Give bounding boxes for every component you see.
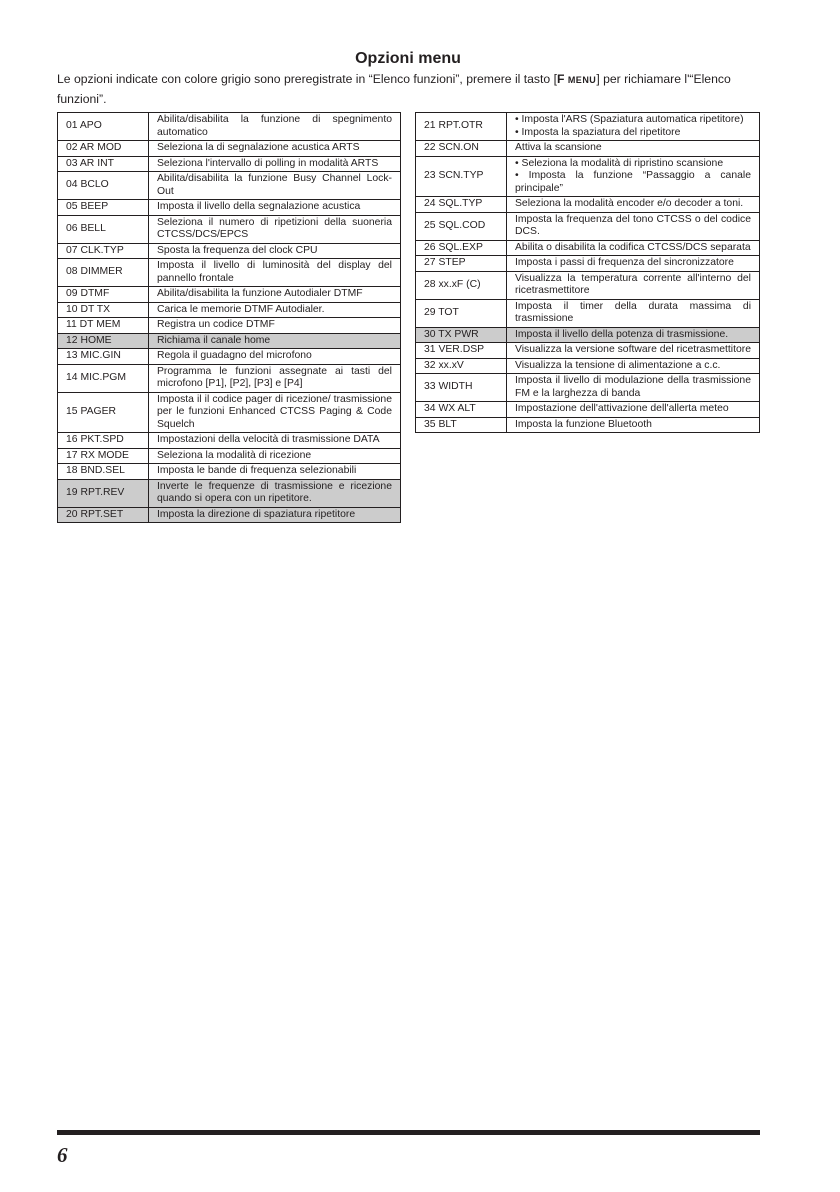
menu-option-row [416, 156, 760, 197]
menu-option-row [58, 113, 401, 141]
intro-text-after: ] per richiamare l'“Elenco funzioni”. [57, 72, 731, 106]
menu-option-row [58, 433, 401, 449]
option-code: 04 BCLO [58, 172, 149, 200]
option-code: 14 MIC.PGM [58, 364, 149, 392]
option-description: Registra un codice DTMF [149, 318, 401, 334]
option-code: 17 RX MODE [58, 448, 149, 464]
option-description: Imposta il livello della potenza di trasmissione. [507, 327, 760, 343]
menu-option-row [58, 287, 401, 303]
menu-option-row [58, 507, 401, 523]
intro-text-before: Le opzioni indicate con colore grigio sono preregistrate in “Elenco funzioni”, premere il tasto [ [57, 72, 557, 86]
option-description: Imposta il livello di luminosità del display del pannello frontale [149, 259, 401, 287]
option-code: 16 PKT.SPD [58, 433, 149, 449]
option-description: Imposta il livello di modulazione della trasmissione FM e la larghezza di banda [507, 374, 760, 402]
option-description: Abilita o disabilita la codifica CTCSS/DCS separata [507, 240, 760, 256]
option-code: 11 DT MEM [58, 318, 149, 334]
option-code: 29 TOT [416, 299, 507, 327]
option-code: 21 RPT.OTR [416, 113, 507, 141]
menu-option-row [416, 374, 760, 402]
option-description: Seleziona la di segnalazione acustica ARTS [149, 141, 401, 157]
menu-option-row [58, 364, 401, 392]
menu-option-row [58, 302, 401, 318]
option-code: 24 SQL.TYP [416, 197, 507, 213]
option-description: Seleziona il numero di ripetizioni della suoneria CTCSS/DCS/EPCS [149, 215, 401, 243]
menu-option-row [58, 156, 401, 172]
option-description: Abilita/disabilita la funzione Busy Channel Lock-Out [149, 172, 401, 200]
option-description: Abilita/disabilita la funzione di spegnimento automatico [149, 113, 401, 141]
key-menu: MENU [567, 75, 597, 85]
option-description: Imposta il il codice pager di ricezione/ trasmissione per le funzioni Enhanced CTCSS Paging & Code Squelch [149, 392, 401, 433]
option-code: 06 BELL [58, 215, 149, 243]
menu-options-table-left [57, 112, 401, 523]
page-number: 6 [57, 1143, 68, 1167]
option-code: 18 BND.SEL [58, 464, 149, 480]
option-description: Abilita/disabilita la funzione Autodialer DTMF [149, 287, 401, 303]
menu-option-row [416, 271, 760, 299]
option-code: 12 HOME [58, 333, 149, 349]
menu-option-row [58, 448, 401, 464]
page-title: Opzioni menu [355, 50, 461, 67]
option-description: Imposta la direzione di spaziatura ripetitore [149, 507, 401, 523]
key-f: F [556, 72, 565, 86]
option-code: 01 APO [58, 113, 149, 141]
option-code: 09 DTMF [58, 287, 149, 303]
menu-option-row [416, 197, 760, 213]
option-description: Programma le funzioni assegnate ai tasti del microfono [P1], [P2], [P3] e [P4] [149, 364, 401, 392]
menu-option-row [58, 200, 401, 216]
option-code: 22 SCN.ON [416, 141, 507, 157]
menu-option-row [416, 417, 760, 433]
option-code: 31 VER.DSP [416, 343, 507, 359]
menu-option-row [416, 256, 760, 272]
menu-option-row [58, 318, 401, 334]
menu-option-row [58, 172, 401, 200]
menu-option-row [58, 464, 401, 480]
option-code: 32 xx.xV [416, 358, 507, 374]
option-code: 13 MIC.GIN [58, 349, 149, 365]
option-code: 35 BLT [416, 417, 507, 433]
option-description: Sposta la frequenza del clock CPU [149, 243, 401, 259]
menu-option-row [416, 240, 760, 256]
option-code: 02 AR MOD [58, 141, 149, 157]
menu-option-row [416, 402, 760, 418]
menu-option-row [416, 212, 760, 240]
option-description: Imposta le bande di frequenza selezionabili [149, 464, 401, 480]
option-description: Visualizza la temperatura corrente all'interno del ricetrasmettitore [507, 271, 760, 299]
menu-options-table-right [415, 112, 760, 433]
option-description: Imposta la frequenza del tono CTCSS o del codice DCS. [507, 212, 760, 240]
option-code: 34 WX ALT [416, 402, 507, 418]
option-code: 28 xx.xF (C) [416, 271, 507, 299]
option-code: 07 CLK.TYP [58, 243, 149, 259]
option-description: Regola il guadagno del microfono [149, 349, 401, 365]
option-code: 19 RPT.REV [58, 479, 149, 507]
menu-option-row [416, 327, 760, 343]
option-description: Visualizza la versione software del ricetrasmettitore [507, 343, 760, 359]
option-description: Carica le memorie DTMF Autodialer. [149, 302, 401, 318]
menu-option-row [58, 243, 401, 259]
option-description: Imposta il livello della segnalazione acustica [149, 200, 401, 216]
option-code: 20 RPT.SET [58, 507, 149, 523]
menu-option-row [416, 299, 760, 327]
option-code: 15 PAGER [58, 392, 149, 433]
option-description: Seleziona la modalità encoder e/o decoder a toni. [507, 197, 760, 213]
menu-option-row [416, 343, 760, 359]
option-description: Imposta la funzione Bluetooth [507, 417, 760, 433]
option-description: Visualizza la tensione di alimentazione a c.c. [507, 358, 760, 374]
menu-option-row [416, 358, 760, 374]
option-description: Impostazione dell'attivazione dell'allerta meteo [507, 402, 760, 418]
option-code: 25 SQL.COD [416, 212, 507, 240]
option-description: Seleziona l'intervallo di polling in modalità ARTS [149, 156, 401, 172]
menu-option-row [58, 141, 401, 157]
option-code: 08 DIMMER [58, 259, 149, 287]
menu-option-row [58, 215, 401, 243]
option-description: Richiama il canale home [149, 333, 401, 349]
option-code: 26 SQL.EXP [416, 240, 507, 256]
option-description: Impostazioni della velocità di trasmissione DATA [149, 433, 401, 449]
option-description: • Imposta l'ARS (Spaziatura automatica ripetitore) • Imposta la spaziatura del ripetitore [507, 113, 760, 141]
menu-option-row [58, 392, 401, 433]
intro-paragraph [57, 70, 757, 109]
menu-option-row [416, 141, 760, 157]
option-description: • Seleziona la modalità di ripristino scansione • Imposta la funzione “Passaggio a canale principale” [507, 156, 760, 197]
option-description: Imposta il timer della durata massima di trasmissione [507, 299, 760, 327]
option-description: Seleziona la modalità di ricezione [149, 448, 401, 464]
menu-option-row [58, 333, 401, 349]
option-code: 05 BEEP [58, 200, 149, 216]
option-description: Attiva la scansione [507, 141, 760, 157]
option-code: 30 TX PWR [416, 327, 507, 343]
option-description: Imposta i passi di frequenza del sincronizzatore [507, 256, 760, 272]
option-code: 03 AR INT [58, 156, 149, 172]
menu-option-row [58, 259, 401, 287]
menu-option-row [58, 479, 401, 507]
menu-option-row [416, 113, 760, 141]
footer-divider [57, 1130, 760, 1135]
option-code: 27 STEP [416, 256, 507, 272]
option-code: 10 DT TX [58, 302, 149, 318]
option-code: 23 SCN.TYP [416, 156, 507, 197]
option-description: Inverte le frequenze di trasmissione e ricezione quando si opera con un ripetitore. [149, 479, 401, 507]
menu-option-row [58, 349, 401, 365]
option-code: 33 WIDTH [416, 374, 507, 402]
